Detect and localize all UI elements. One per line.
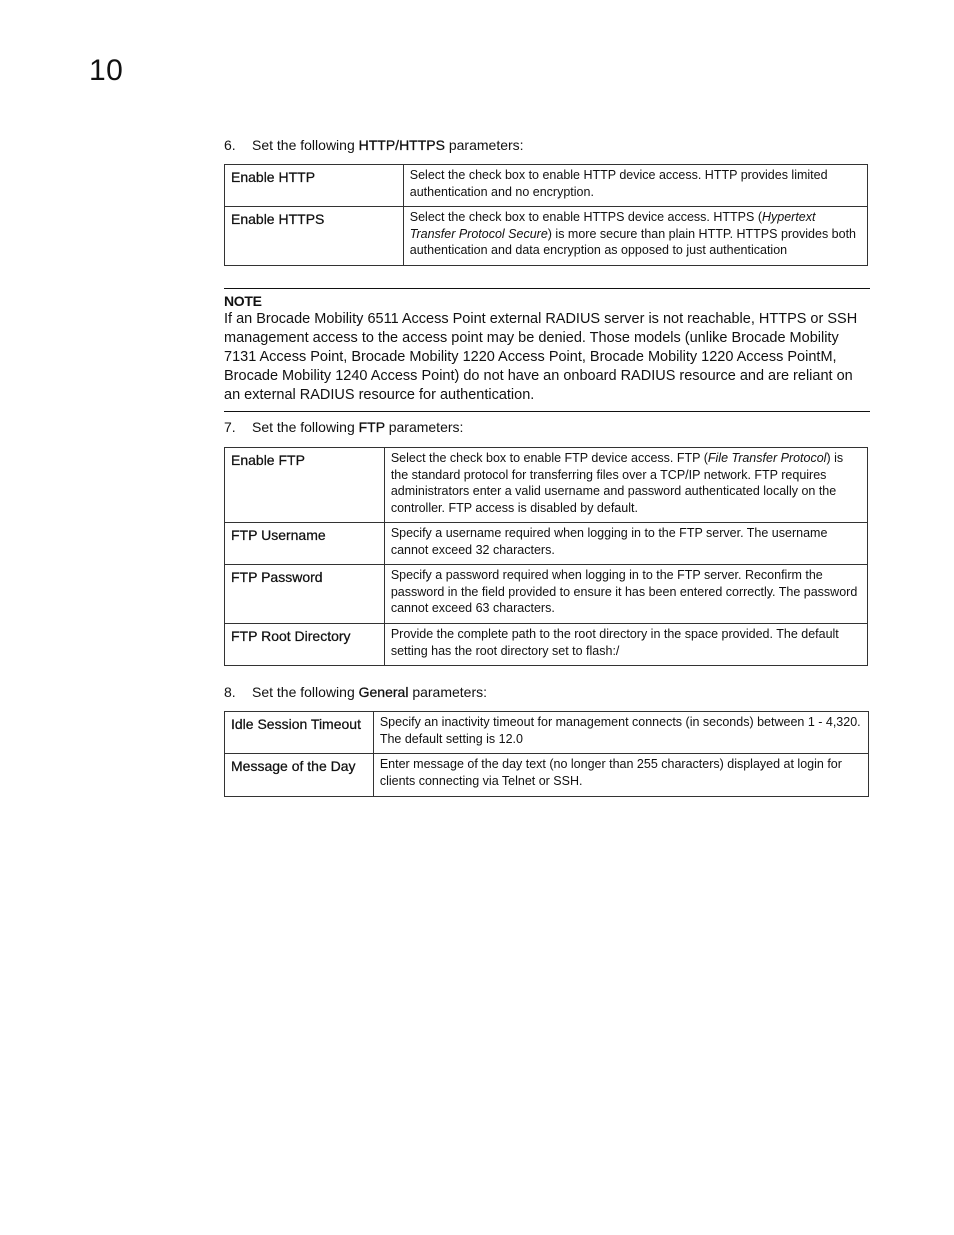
table-row — [225, 624, 868, 666]
param-name: Enable FTP — [225, 448, 385, 523]
param-name: FTP Root Directory — [225, 624, 385, 666]
param-description: Select the check box to enable HTTP device access. HTTP provides limited authentication and no encryption. — [403, 165, 867, 207]
note-box — [224, 288, 870, 412]
table-row — [225, 165, 868, 207]
step-6 — [224, 136, 524, 154]
step-text: Set the following — [252, 137, 359, 153]
table-row — [225, 712, 869, 754]
step-number: 8. — [224, 684, 236, 700]
desc-text: ) is the standard protocol for transferring files over a TCP/IP network. FTP requires administrators enter a valid username and password authenticated locally on the controller. FTP access is disabled by default. — [390, 451, 844, 515]
param-description — [384, 448, 867, 523]
note-text: If an Brocade Mobility 6511 Access Point external RADIUS server is not reachable, HTTPS or SSH management access to the access point may be denied. Those models (unlike Brocade Mobility 7131 Access Point, Brocade Mobility 1220 Access Point, Brocade Mobility 1220 Access PointM, Brocade Mobility 1240 Access Point) do not have an onboard RADIUS resource and are reliant on an external RADIUS resource for authentication. — [224, 311, 858, 403]
table-row — [225, 523, 868, 565]
step-text-suffix: parameters: — [444, 137, 524, 153]
http-parameters-table — [224, 164, 868, 266]
table-row — [225, 207, 868, 266]
step-keyword: General — [358, 684, 409, 700]
param-description: Specify a password required when logging in to the FTP server. Reconfirm the password in the field provided to ensure it has been entered correctly. The password cannot exceed 63 characters. — [384, 565, 867, 624]
param-name: Enable HTTPS — [225, 207, 404, 266]
desc-text: Select the check box to enable HTTPS device access. HTTPS ( — [409, 210, 762, 224]
param-description: Enter message of the day text (no longer than 255 characters) displayed at login for clients connecting via Telnet or SSH. — [373, 754, 868, 797]
general-parameters-table — [224, 711, 869, 797]
chapter-number: 10 — [89, 54, 124, 87]
step-text: Set the following — [252, 684, 359, 700]
param-description — [403, 207, 867, 266]
step-number: 7. — [224, 419, 236, 435]
param-name: Message of the Day — [225, 754, 374, 797]
param-name: FTP Password — [225, 565, 385, 624]
ftp-parameters-table — [224, 447, 868, 666]
table-row — [225, 754, 869, 797]
param-name: Idle Session Timeout — [225, 712, 374, 754]
table-row — [225, 448, 868, 523]
step-7 — [224, 418, 463, 436]
note-title: NOTE — [224, 293, 262, 309]
desc-text: ) is more secure than plain HTTP. HTTPS provides both authentication and data encryption as opposed to just authentication — [409, 226, 857, 257]
param-description: Provide the complete path to the root directory in the space provided. The default setting has the root directory set to flash:/ — [384, 624, 867, 666]
step-number: 6. — [224, 137, 236, 153]
table-row — [225, 565, 868, 624]
param-name: FTP Username — [225, 523, 385, 565]
param-description: Specify an inactivity timeout for management connects (in seconds) between 1 - 4,320. The default setting is 12.0 — [373, 712, 868, 754]
step-8 — [224, 683, 487, 701]
step-text-suffix: parameters: — [384, 419, 464, 435]
step-text: Set the following — [252, 419, 359, 435]
desc-text: Select the check box to enable FTP device access. FTP ( — [390, 451, 708, 465]
desc-emphasis: File Transfer Protocol — [707, 451, 827, 465]
param-description: Specify a username required when logging in to the FTP server. The username cannot exceed 32 characters. — [384, 523, 867, 565]
step-keyword: FTP — [358, 419, 385, 435]
desc-emphasis: Hypertext Transfer Protocol Secure — [409, 210, 816, 241]
step-keyword: HTTP/HTTPS — [358, 137, 445, 153]
param-name: Enable HTTP — [225, 165, 404, 207]
step-text-suffix: parameters: — [408, 684, 488, 700]
